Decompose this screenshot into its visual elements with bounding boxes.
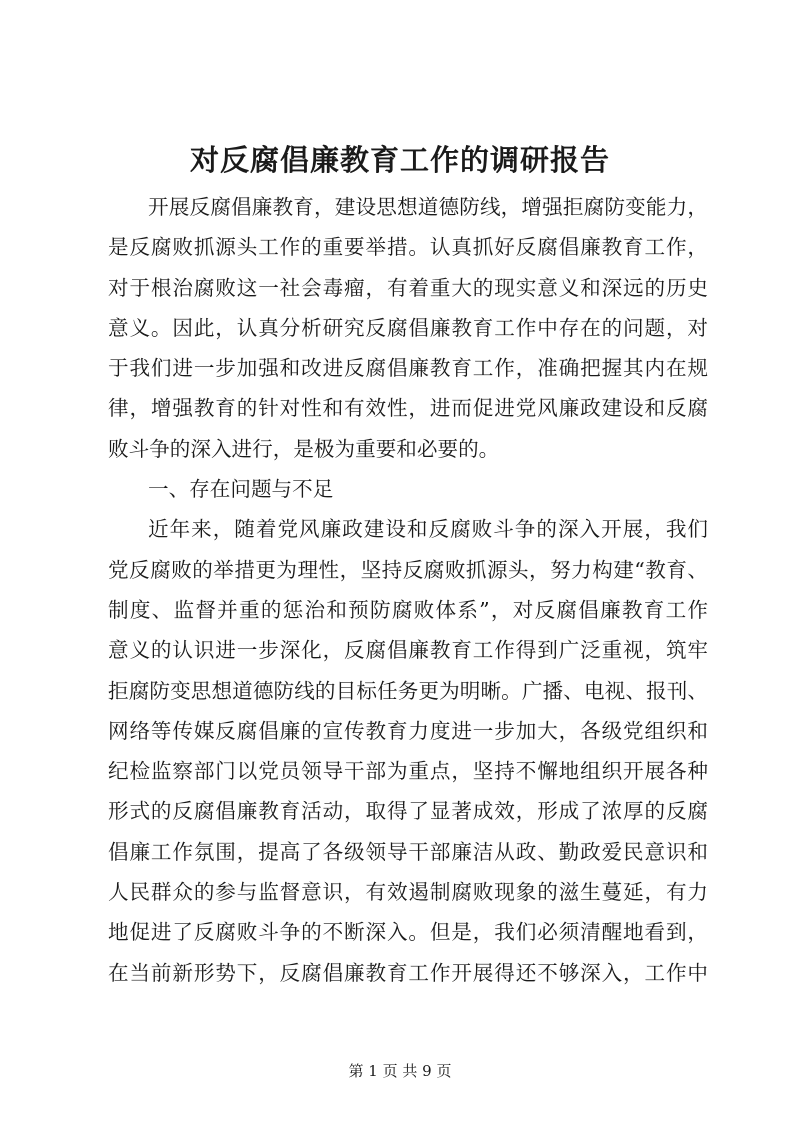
paragraph-line: 对于根治腐败这一社会毒瘤，有着重大的现实意义和深远的历史 (108, 275, 708, 300)
document-body (108, 187, 708, 993)
paragraph-line: 意义。因此，认真分析研究反腐倡廉教育工作中存在的问题，对 (108, 315, 708, 340)
paragraph-line: 意义的认识进一步深化，反腐倡廉教育工作得到广泛重视，筑牢 (108, 638, 708, 663)
paragraph-line: 败斗争的深入进行，是极为重要和必要的。 (108, 436, 500, 461)
paragraph-line: 党反腐败的举措更为理性，坚持反腐败抓源头，努力构建“教育、 (108, 557, 708, 582)
paragraph-line: 地促进了反腐败斗争的不断深入。但是，我们必须清醒地看到， (108, 920, 708, 945)
section-heading-text: 一、存在问题与不足 (148, 477, 334, 502)
paragraph-line: 近年来，随着党风廉政建设和反腐败斗争的深入开展，我们 (148, 517, 708, 542)
paragraph-line: 纪检监察部门以党员领导干部为重点，坚持不懈地组织开展各种 (108, 759, 708, 784)
paragraph-line: 拒腐防变思想道德防线的目标任务更为明晰。广播、电视、报刊、 (108, 678, 708, 703)
page-number-footer: 第 1 页 共 9 页 (348, 1062, 452, 1080)
document-title: 对反腐倡廉教育工作的调研报告 (189, 143, 610, 177)
paragraph-line: 形式的反腐倡廉教育活动，取得了显著成效，形成了浓厚的反腐 (108, 799, 708, 824)
paragraph-line: 网络等传媒反腐倡廉的宣传教育力度进一步加大，各级党组织和 (108, 718, 708, 743)
paragraph-problems (108, 509, 708, 993)
paragraph-line: 在当前新形势下，反腐倡廉教育工作开展得还不够深入，工作中 (108, 960, 708, 985)
section-heading (108, 469, 708, 509)
paragraph-line: 律，增强教育的针对性和有效性，进而促进党风廉政建设和反腐 (108, 396, 708, 421)
paragraph-line: 制度、监督并重的惩治和预防腐败体系”，对反腐倡廉教育工作 (108, 597, 708, 622)
paragraph-line: 倡廉工作氛围，提高了各级领导干部廉洁从政、勤政爱民意识和 (108, 839, 708, 864)
paragraph-line: 开展反腐倡廉教育，建设思想道德防线，增强拒腐防变能力， (148, 195, 708, 219)
paragraph-line: 人民群众的参与监督意识，有效遏制腐败现象的滋生蔓延，有力 (108, 880, 708, 905)
paragraph-intro (108, 187, 708, 469)
paragraph-line: 于我们进一步加强和改进反腐倡廉教育工作，准确把握其内在规 (108, 356, 708, 381)
paragraph-line: 是反腐败抓源头工作的重要举措。认真抓好反腐倡廉教育工作， (108, 235, 708, 260)
